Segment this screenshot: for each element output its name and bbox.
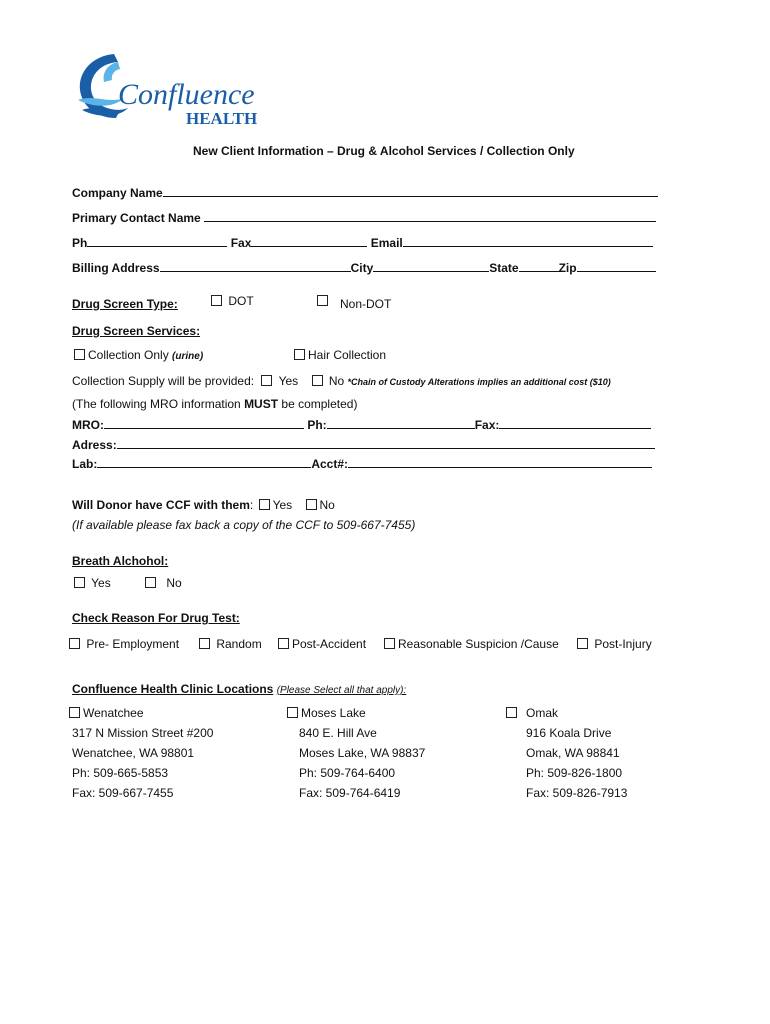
breath-no-checkbox[interactable] [145,577,156,588]
collection-supply-label: Collection Supply will be provided: [72,374,255,388]
reasonable-suspicion-checkbox[interactable] [384,638,395,649]
mro-note [72,397,357,411]
mro-label: MRO: [72,418,104,432]
supply-yes-checkbox[interactable] [261,375,272,386]
wenatchee-name: Wenatchee [83,706,144,720]
moses-lake-name: Moses Lake [301,706,366,720]
state-label: State [489,261,519,275]
reason-label: Check Reason For Drug Test: [72,611,240,625]
fax-field[interactable] [251,236,367,247]
hair-collection-checkbox[interactable] [294,349,305,360]
state-field[interactable] [519,261,559,272]
phone-fax-email-row [72,236,653,250]
email-label: Email [370,236,403,250]
post-accident-checkbox[interactable] [278,638,289,649]
locations-heading [72,682,406,696]
primary-contact-field[interactable] [204,211,656,222]
urine-note: (urine) [172,351,204,362]
logo-word-health: HEALTH [186,109,258,128]
lab-label: Lab: [72,457,98,471]
mro-fax-field[interactable] [499,418,651,429]
dot-label: DOT [228,294,254,308]
mro-phone-label: Ph: [307,418,327,432]
wenatchee-checkbox[interactable] [69,707,80,718]
moses-lake-street: 840 E. Hill Ave [299,726,377,740]
reason-post-injury[interactable] [577,637,652,651]
reasonable-suspicion-label: Reasonable Suspicion /Cause [398,637,559,651]
breath-no-option[interactable] [145,576,182,590]
dot-option[interactable] [211,294,254,308]
moses-lake-checkbox[interactable] [287,707,298,718]
reason-pre-employment[interactable] [69,637,179,651]
omak-checkbox[interactable] [506,707,517,718]
dot-checkbox[interactable] [211,295,222,306]
mro-phone-field[interactable] [327,418,475,429]
lab-row [72,457,652,471]
phone-label: Ph [72,236,88,250]
address-row [72,438,655,452]
primary-contact-row[interactable] [72,211,656,225]
moses-lake-fax: Fax: 509-764-6419 [299,786,401,800]
mro-fax-label: Fax: [474,418,500,432]
collection-only-checkbox[interactable] [74,349,85,360]
supply-no-checkbox[interactable] [312,375,323,386]
company-name-field[interactable] [163,186,658,197]
fax-label: Fax [230,236,252,250]
email-field[interactable] [403,236,653,247]
non-dot-checkbox[interactable] [317,295,328,306]
post-accident-label: Post-Accident [292,637,367,651]
collection-only-label: Collection Only [88,348,169,362]
moses-lake-city: Moses Lake, WA 98837 [299,746,426,760]
wenatchee-fax: Fax: 509-667-7455 [72,786,174,800]
billing-row [72,261,656,275]
omak-city: Omak, WA 98841 [526,746,620,760]
zip-field[interactable] [577,261,656,272]
locations-label: Confluence Health Clinic Locations [72,682,274,696]
mro-note-post: be completed) [278,397,358,411]
omak-name: Omak [526,706,559,720]
mro-field[interactable] [104,418,304,429]
mro-row [72,418,651,432]
hair-collection-option[interactable] [294,348,386,362]
ccf-label: Will Donor have CCF with them [72,498,250,512]
omak-street: 916 Koala Drive [526,726,612,740]
ccf-row [72,498,335,512]
supply-yes-label: Yes [278,374,299,388]
breath-no-label: No [166,576,182,590]
wenatchee-street: 317 N Mission Street #200 [72,726,214,740]
billing-address-label: Billing Address [72,261,160,275]
random-checkbox[interactable] [199,638,210,649]
city-label: City [350,261,374,275]
breath-yes-option[interactable] [74,576,111,590]
address-label: Adress: [72,438,117,452]
city-field[interactable] [373,261,489,272]
billing-address-field[interactable] [160,261,351,272]
post-injury-label: Post-Injury [594,637,652,651]
ccf-fax-note: (If available please fax back a copy of the CCF to 509-667-7455) [72,518,416,532]
pre-employment-checkbox[interactable] [69,638,80,649]
acct-label: Acct#: [311,457,349,471]
hair-collection-label: Hair Collection [308,348,387,362]
collection-only-option[interactable] [74,348,203,362]
ccf-no-checkbox[interactable] [306,499,317,510]
reason-random[interactable] [199,637,262,651]
mro-note-pre: (The following MRO information [72,397,245,411]
zip-label: Zip [558,261,577,275]
company-name-label: Company Name [72,186,163,200]
form-title: New Client Information – Drug & Alcohol Services / Collection Only [193,144,575,158]
wenatchee-phone: Ph: 509-665-5853 [72,766,169,780]
non-dot-label: Non-DOT [340,297,392,311]
locations-hint: (Please Select all that apply): [276,685,407,696]
ccf-yes-checkbox[interactable] [259,499,270,510]
breath-yes-checkbox[interactable] [74,577,85,588]
random-label: Random [216,637,262,651]
omak-phone: Ph: 509-826-1800 [526,766,623,780]
company-name-row[interactable] [72,186,658,200]
moses-lake-phone: Ph: 509-764-6400 [299,766,396,780]
pre-employment-label: Pre- Employment [86,637,180,651]
ccf-yes-label: Yes [272,498,293,512]
wenatchee-city: Wenatchee, WA 98801 [72,746,195,760]
breath-alcohol-label: Breath Alchohol: [72,554,169,568]
phone-field[interactable] [87,236,227,247]
post-injury-checkbox[interactable] [577,638,588,649]
supply-no-label: No [328,374,345,388]
address-field[interactable] [117,438,655,449]
chain-of-custody-note: *Chain of Custody Alterations implies an additional cost ($10) [347,377,611,387]
reason-reasonable-suspicion[interactable] [384,637,559,651]
mro-note-must: MUST [244,397,279,411]
clinic-wenatchee-option[interactable] [69,706,144,720]
logo-word-confluence: Confluence [118,78,255,111]
acct-field[interactable] [348,457,652,468]
breath-yes-label: Yes [91,576,111,590]
ccf-no-label: No [319,498,335,512]
non-dot-option[interactable] [317,294,331,308]
clinic-omak-option[interactable] [506,706,558,720]
drug-screen-services-label: Drug Screen Services: [72,324,201,338]
collection-supply-row [72,374,611,388]
ccf-colon: : [249,498,254,512]
lab-field[interactable] [97,457,311,468]
clinic-moses-lake-option[interactable] [287,706,366,720]
primary-contact-label: Primary Contact Name [72,211,201,225]
omak-fax: Fax: 509-826-7913 [526,786,628,800]
reason-post-accident[interactable] [278,637,366,651]
drug-screen-type-label: Drug Screen Type: [72,297,178,311]
confluence-health-logo [74,46,274,130]
